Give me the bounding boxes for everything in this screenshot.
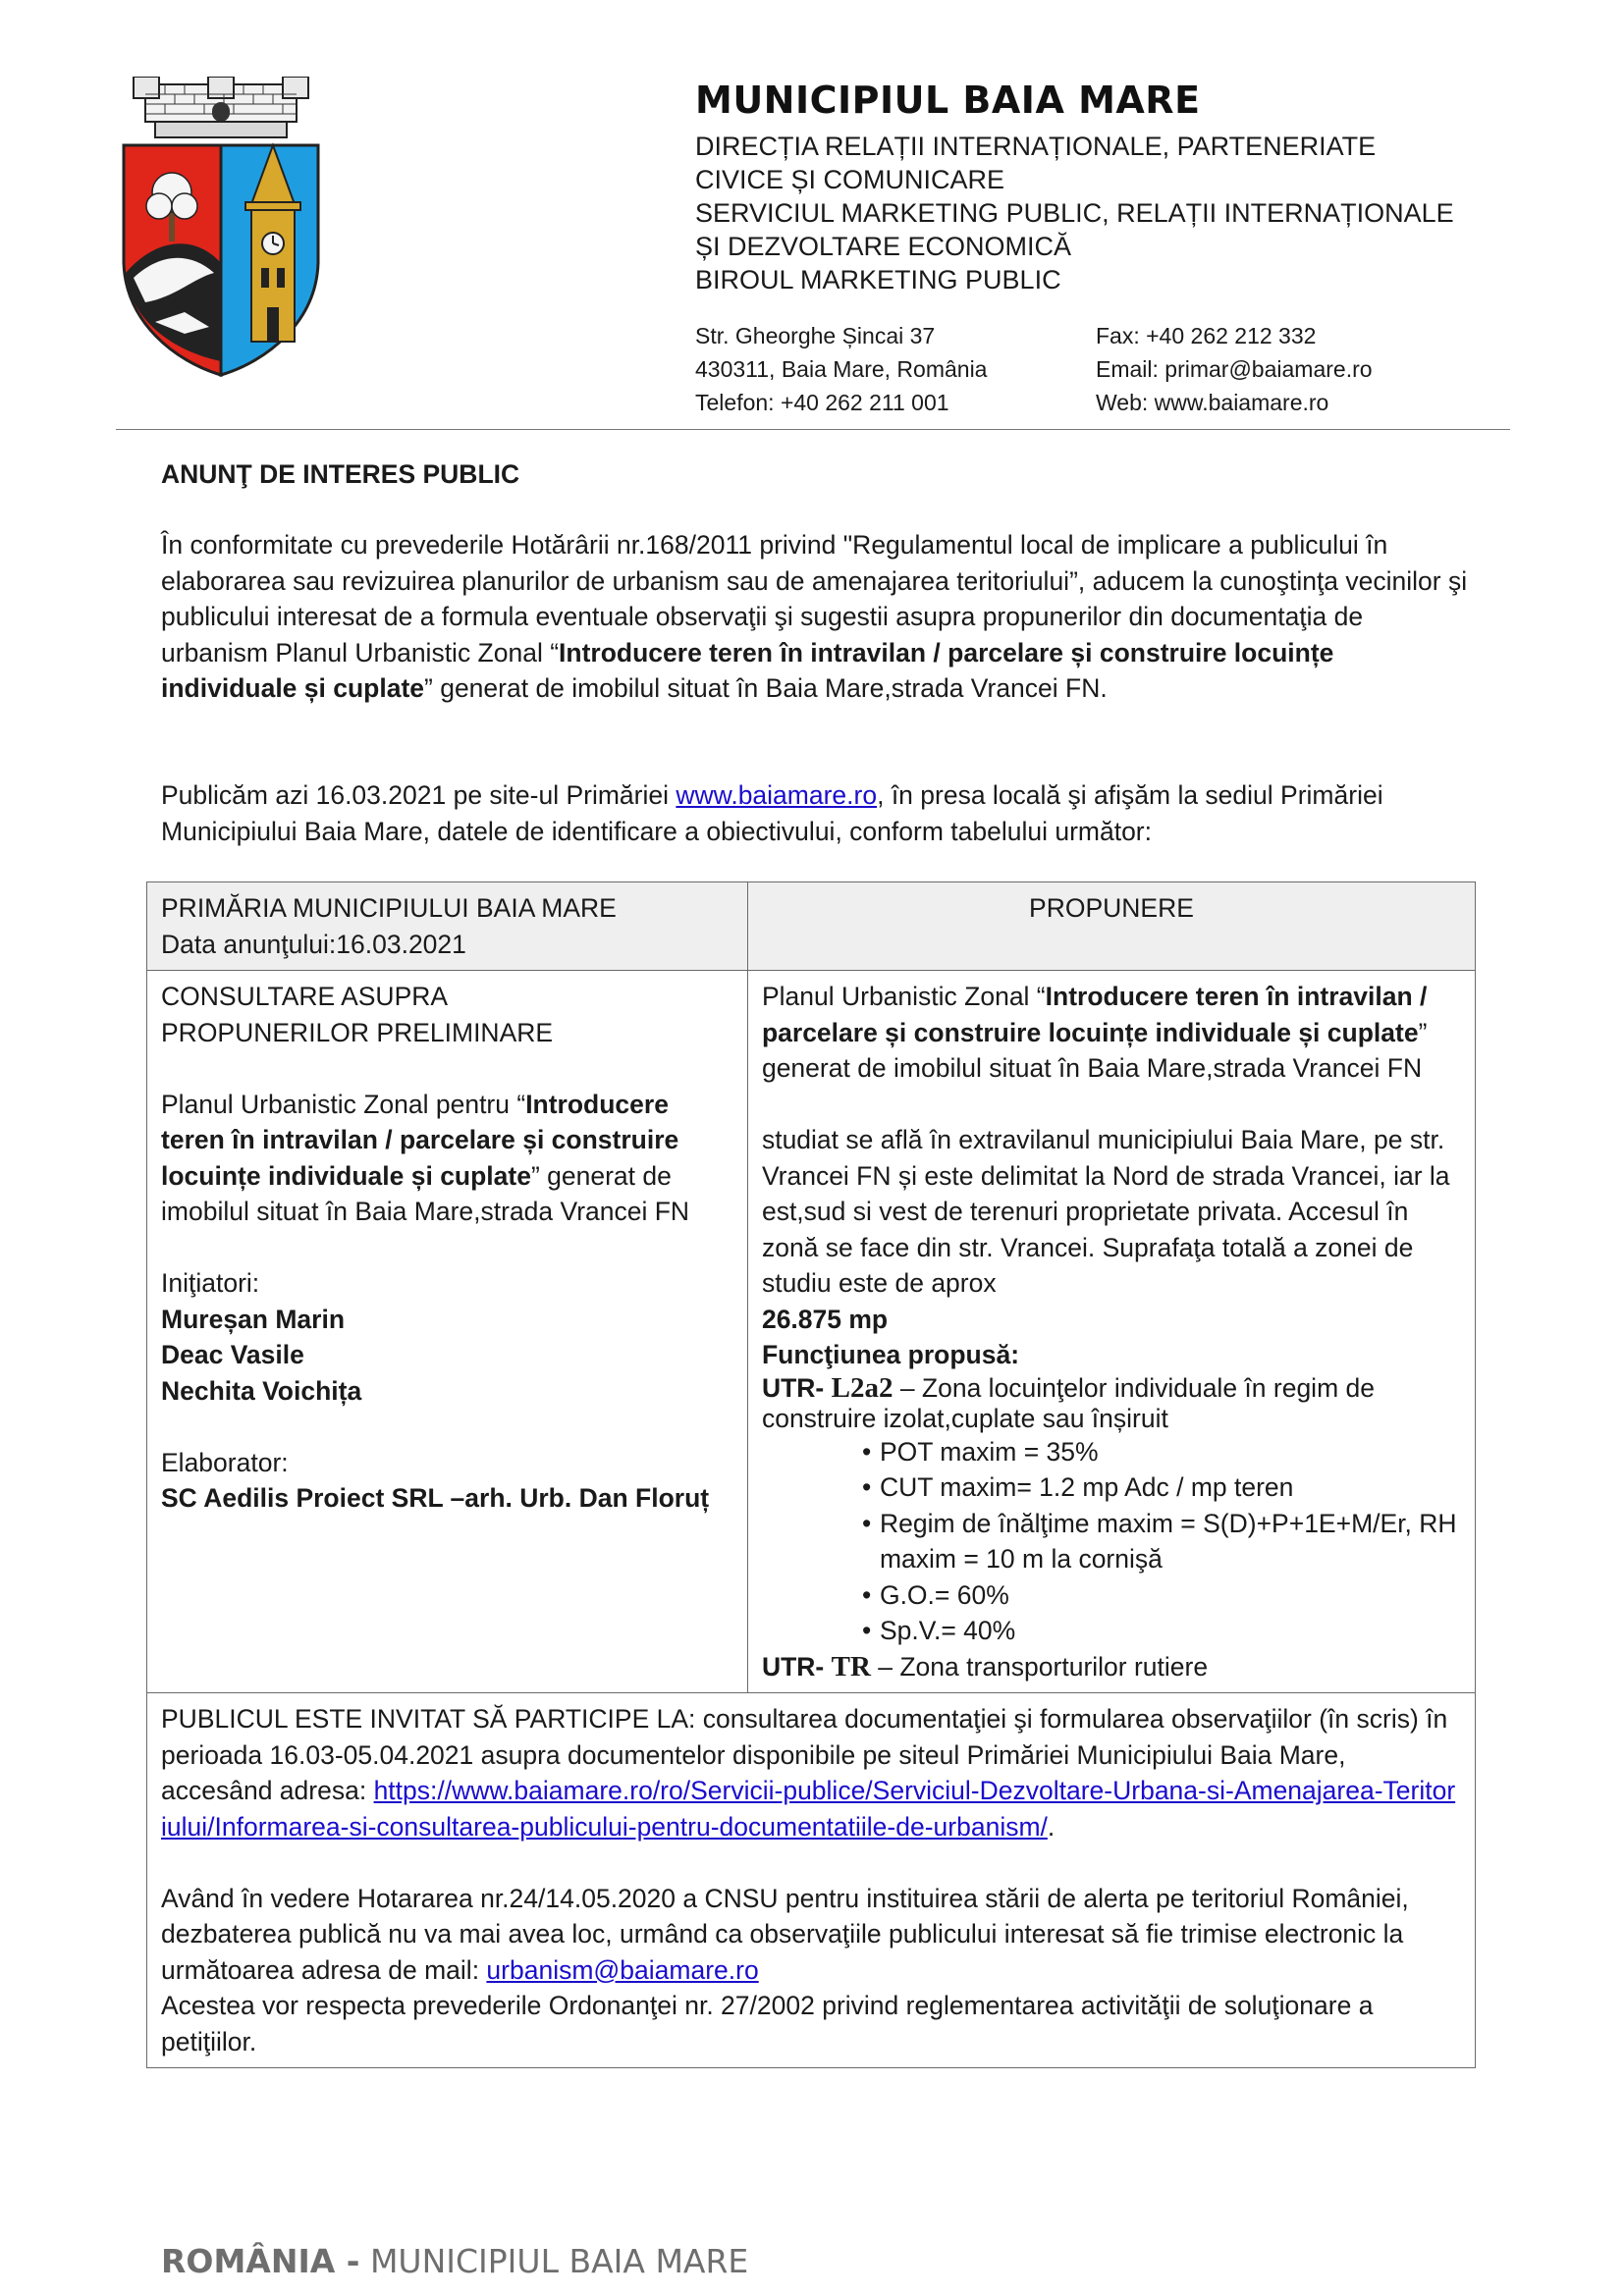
documentation-link[interactable]: https://www.baiamare.ro/ro/Servicii-publice/Serviciul-Dezvoltare-Urbana-si-Amenajarea-Teritoriului/Informarea-si-consultarea-publicului-pentru-documentatiile-de-urbanism/ [161,1776,1456,1842]
cnsu-text: Având în vedere Hotararea nr.24/14.05.2020 a CNSU pentru instituirea stării de alerta pe teritoriul României, dezbaterea publică nu va mai avea loc, urmând ca observaţiile publicului interesat să fie trimise electronic la următoarea adresa de mail: [161,1883,1409,1985]
department-line: SERVICIUL MARKETING PUBLIC, RELAȚII INTERNAȚIONALE [695,198,1454,228]
notice-p1-text: În conformitate cu prevederile Hotărârii nr.168/2011 privind "Regulamentul local de implicare a publicului în elaborarea sau revizuirea planurilor de urbanism sau de amenajarea teritoriului”, aducem la cunoştinţa vecinilor şi publicului interesat de a formula eventuale observaţii şi sugestii asupra propunerilor din documentaţia de urbanism Planul Urbanistic Zonal “ [161,530,1468,667]
initiators-label: Iniţiatori: [161,1268,260,1298]
notice-p2-text: Publicăm azi 16.03.2021 pe site-ul Primăriei [161,780,677,810]
elaborator-name: SC Aedilis Proiect SRL –arh. Urb. Dan Floruț [161,1483,710,1513]
address-city: 430311, Baia Mare, România [695,356,988,382]
function-label: Funcţiunea propusă: [761,1340,1020,1369]
page-footer [161,2242,748,2280]
address-block [695,319,987,419]
table-header-right [747,882,1475,971]
header-proposal: PROPUNERE [1029,893,1194,923]
header-divider [116,429,1510,430]
table-row [147,971,1476,1693]
table-header-row [147,882,1476,971]
notice-paragraph-2 [161,777,1477,849]
invitation-end: . [1047,1811,1056,1842]
contact-block [1096,319,1373,419]
contact-fax: Fax: +40 262 212 332 [1096,323,1317,348]
utr2-text: – Zona transporturilor rutiere [870,1651,1209,1682]
table-cell-right [747,971,1475,1693]
utr-residential [762,1373,1461,1434]
municipality-title: MUNICIPIUL BAIA MARE [695,79,1201,122]
table-header-left [147,882,748,971]
list-item: • POT maxim = 35% [866,1434,1461,1470]
table-row [147,1693,1476,2068]
elaborator-label: Elaborator: [161,1447,289,1477]
left-puz-location: ” generat de imobilul situat în Baia Mare,strada Vrancei FN [161,1160,690,1226]
footer-country: ROMÂNIA - [161,2242,360,2280]
utr2-code: TR [831,1650,871,1682]
notice-p1-project: Introducere teren în intravilan / parcelare și construire locuințe individuale și cuplate [161,637,1334,703]
notice-title: ANUNŢ DE INTERES PUBLIC [161,459,520,489]
right-puz-project: Introducere teren în intravilan / parcelare și construire locuințe individuale și cuplate [761,982,1428,1047]
contact-email: Email: primar@baiamare.ro [1096,356,1373,382]
department-block [695,130,1454,296]
right-puz-description [762,979,1461,1087]
list-item: • Regim de înălţime maxim = S(D)+P+1E+M/Er, RH maxim = 10 m la cornişă [866,1506,1461,1577]
notice-p2-rest: , în presa locală şi afişăm la sediul Primăriei Municipiului Baia Mare, datele de identificare a obiectivului, conform tabelului următor: [161,780,1383,846]
identification-table [146,881,1476,2068]
initiator-name: Mureșan Marin [161,1304,346,1334]
footer-municipality: MUNICIPIUL BAIA MARE [359,2242,749,2280]
list-item: • CUT maxim= 1.2 mp Adc / mp teren [866,1469,1461,1506]
consultation-line-1: CONSULTARE ASUPRA [161,982,449,1011]
address-phone: Telefon: +40 262 211 001 [695,390,949,415]
notice-paragraph-1 [161,527,1477,707]
invitation-paragraph [161,1701,1461,1844]
cnsu-paragraph [161,1881,1461,1989]
initiator-name: Deac Vasile [161,1340,304,1369]
department-line: CIVICE ȘI COMUNICARE [695,165,1005,194]
utr-transport [762,1649,1461,1685]
study-description: studiat se află în extravilanul municipiului Baia Mare, pe str. Vrancei FN și este delimitat la Nord de strada Vrancei, iar la est,sud si vest de terenuri proprietate privata. Accesul în zonă se face din str. Vrancei. Suprafaţa totală a zonei de studiu este de aprox [761,1125,1450,1298]
left-puz-project: Introducere teren în intravilan / parcelare și construire locuințe individuale și cuplate [161,1089,679,1191]
invitation-text: PUBLICUL ESTE INVITAT SĂ PARTICIPE LA: consultarea documentaţiei şi formularea observaţiilor (în scris) în perioada 16.03-05.04.2021 asupra documentelor disponibile pe siteul Primăriei Municipiului Baia Mare, accesând adresa: [161,1704,1448,1805]
left-puz-prefix: Planul Urbanistic Zonal pentru “ [161,1089,526,1119]
utr1-text: – Zona locuinţelor individuale în regim de construire izolat,cuplate sau înșiruit [761,1372,1375,1433]
header-city-hall: PRIMĂRIA MUNICIPIULUI BAIA MARE [161,893,617,923]
department-line: BIROUL MARKETING PUBLIC [695,265,1061,294]
study-area: 26.875 mp [761,1304,889,1334]
coat-of-arms-icon [116,77,326,381]
left-puz-description [161,1087,733,1230]
list-item: • G.O.= 60% [866,1577,1461,1614]
utr2-prefix: UTR- [761,1651,832,1682]
department-line: DIRECȚIA RELAȚII INTERNAȚIONALE, PARTENERIATE [695,132,1377,161]
header-notice-date: Data anunţului:16.03.2021 [161,929,466,959]
address-street: Str. Gheorghe Șincai 37 [695,323,936,348]
utr1-code: L2a2 [831,1371,893,1404]
initiator-name: Nechita Voichița [161,1375,362,1406]
right-puz-prefix: Planul Urbanistic Zonal “ [761,982,1046,1011]
urbanism-email-link[interactable]: urbanism@baiamare.ro [486,1954,759,1985]
website-link[interactable]: www.baiamare.ro [676,780,878,810]
utr1-prefix: UTR- [761,1372,832,1403]
table-cell-left [147,971,748,1693]
contact-web: Web: www.baiamare.ro [1096,390,1329,415]
notice-p1-location: ” generat de imobilul situat în Baia Mare,strada Vrancei FN. [424,673,1108,703]
regulation-list [762,1434,1461,1649]
department-line: ȘI DEZVOLTARE ECONOMICĂ [695,232,1072,261]
table-cell-bottom [147,1693,1476,2068]
list-item: • Sp.V.= 40% [866,1613,1461,1649]
ordinance-paragraph: Acestea vor respecta prevederile Ordonanţei nr. 27/2002 privind reglementarea activităţii de soluţionare a petiţiilor. [161,1991,1374,2056]
consultation-line-2: PROPUNERILOR PRELIMINARE [161,1017,554,1047]
right-puz-location: ” generat de imobilul situat în Baia Mare,strada Vrancei FN [761,1017,1428,1083]
